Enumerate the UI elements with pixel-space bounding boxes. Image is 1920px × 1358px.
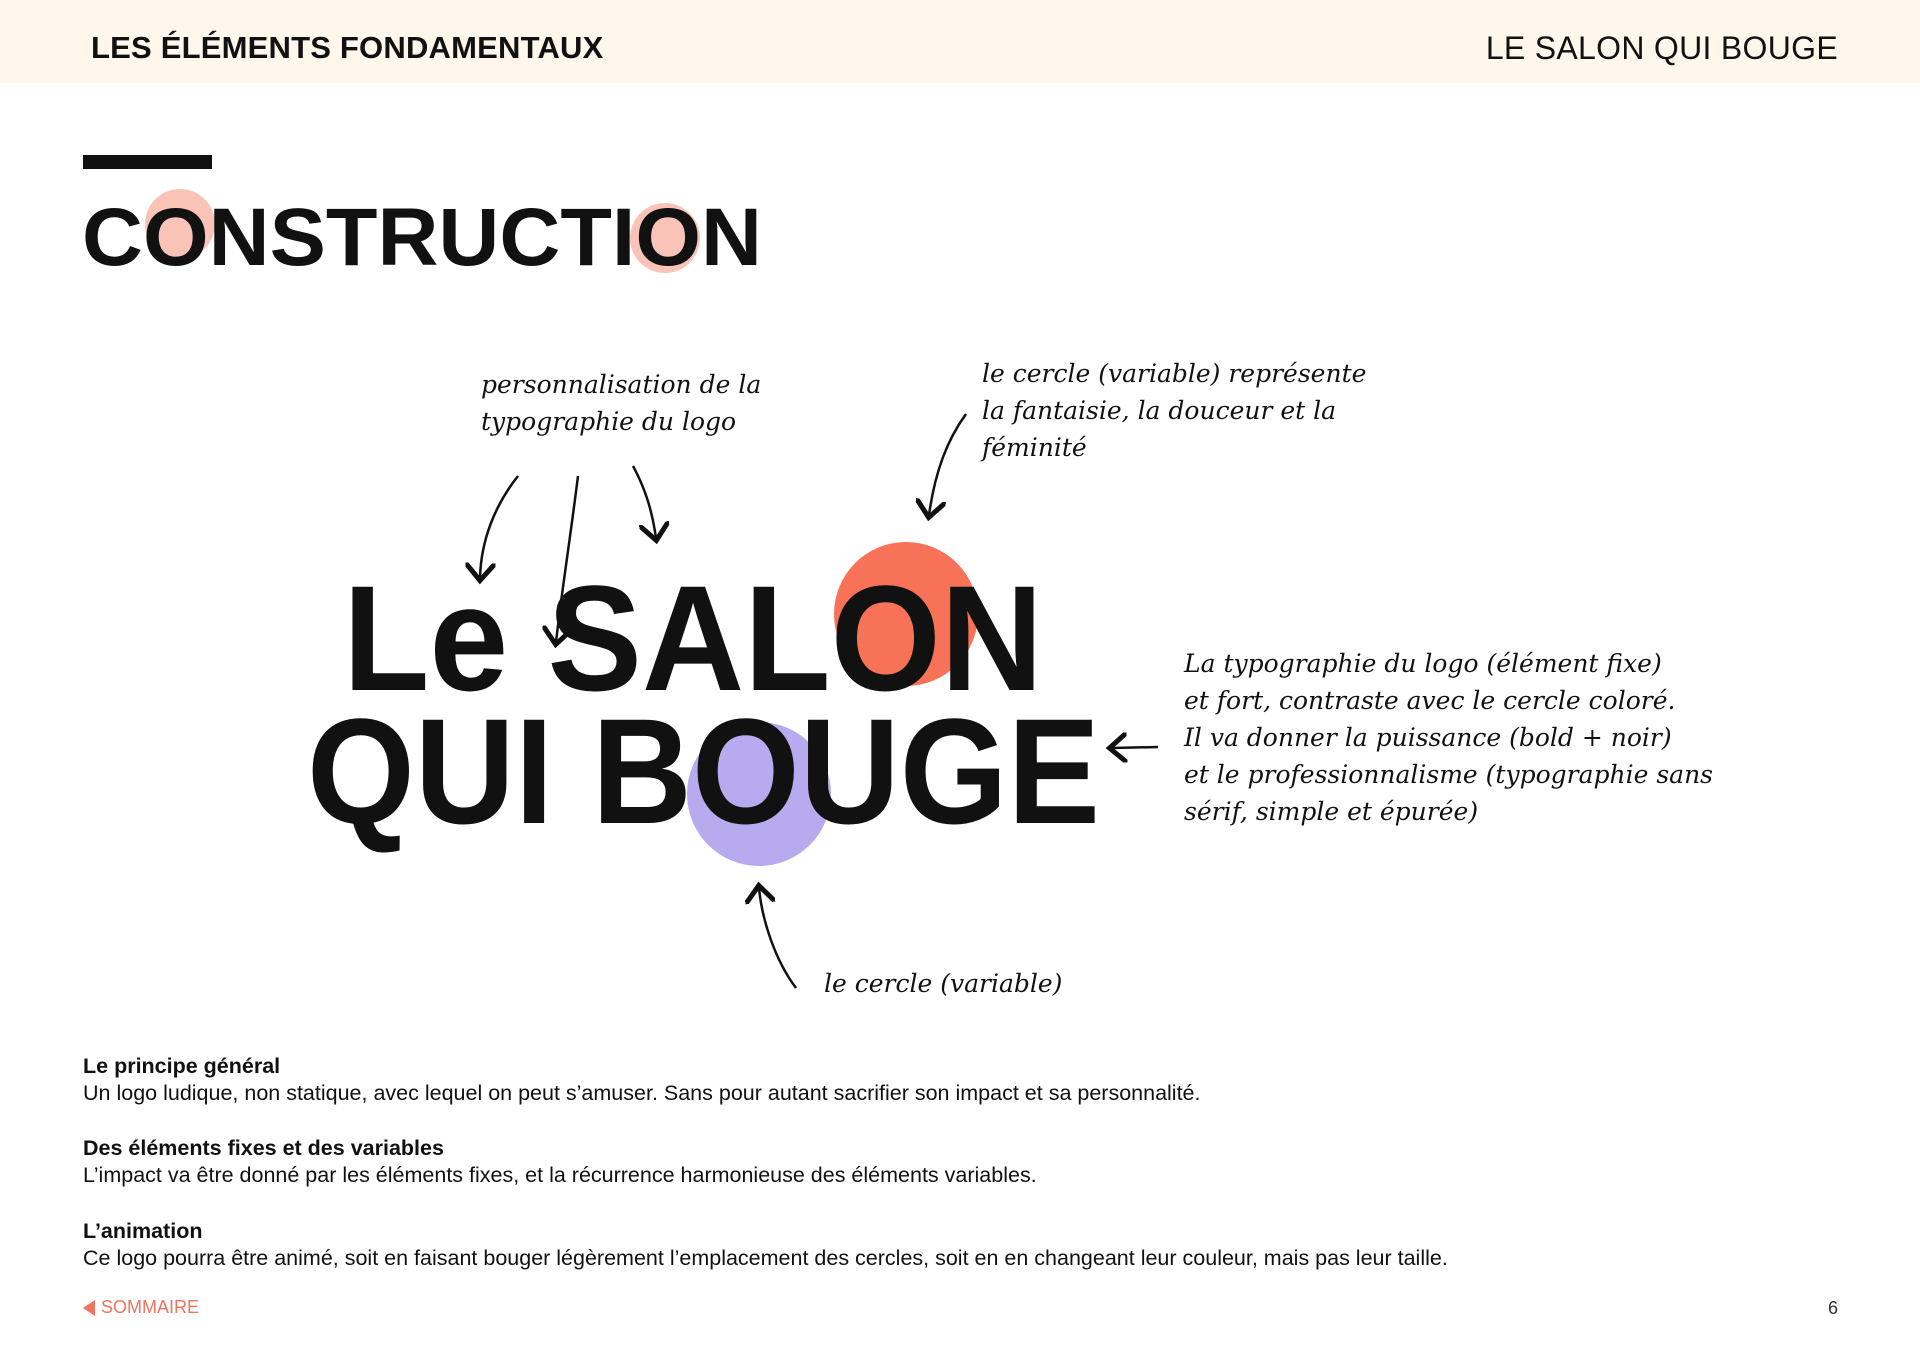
annotation-line: le cercle (variable) représente — [982, 359, 1367, 388]
section-heading: L’animation — [83, 1219, 203, 1243]
arrow-fixed-element — [1112, 747, 1158, 748]
section-general-principle — [83, 1053, 1201, 1107]
section-animation — [83, 1218, 1448, 1272]
logo-line-1: Le SALON — [343, 554, 1043, 722]
arrow-circle-meaning — [929, 414, 966, 515]
brand-name: LE SALON QUI BOUGE — [1485, 30, 1838, 66]
section-fixed-variable — [83, 1135, 1037, 1189]
annotation-line: la fantaisie, la douceur et la — [982, 396, 1337, 425]
annotation-line: typographie du logo — [481, 407, 737, 436]
annotation-line: et le professionnalisme (typographie sans — [1184, 760, 1714, 789]
section-text: Un logo ludique, non statique, avec lequel on peut s’amuser. Sans pour autant sacrifier son impact et sa personnalité. — [83, 1081, 1201, 1105]
triangle-left-icon — [83, 1300, 95, 1316]
annotation-line: féminité — [982, 433, 1087, 462]
section-title: LES ÉLÉMENTS FONDAMENTAUX — [91, 30, 604, 65]
page-number: 6 — [1827, 1298, 1838, 1318]
section-heading: Le principe général — [83, 1054, 281, 1078]
annotation-line: personnalisation de la — [481, 370, 762, 399]
annotation-line: sérif, simple et épurée) — [1184, 797, 1479, 826]
annotation-typography — [481, 366, 761, 440]
annotation-line: et fort, contraste avec le cercle coloré. — [1184, 686, 1676, 715]
annotation-fixed-element — [1184, 645, 1713, 830]
sommaire-link[interactable] — [83, 1297, 199, 1318]
section-text: Ce logo pourra être animé, soit en faisant bouger légèrement l’emplacement des cercles, soit en en changeant leur couleur, mais pas leur taille. — [83, 1246, 1448, 1270]
page-title: CONSTRUCTION — [82, 192, 762, 283]
sommaire-label: SOMMAIRE — [101, 1297, 200, 1317]
arrow-typography-3 — [633, 466, 656, 538]
annotation-circle-meaning — [982, 355, 1366, 466]
section-text: L’impact va être donné par les éléments fixes, et la récurrence harmonieuse des éléments variables. — [83, 1163, 1037, 1187]
logo-line-2: QUI BOUGE — [307, 687, 1100, 855]
arrow-variable-circle — [759, 888, 796, 988]
annotation-line: Il va donner la puissance (bold + noir) — [1184, 723, 1672, 752]
section-heading: Des éléments fixes et des variables — [83, 1136, 444, 1160]
annotation-line: le cercle (variable) — [824, 969, 1063, 998]
annotation-variable-circle — [824, 965, 1062, 1002]
annotation-line: La typographie du logo (élément fixe) — [1184, 649, 1662, 678]
